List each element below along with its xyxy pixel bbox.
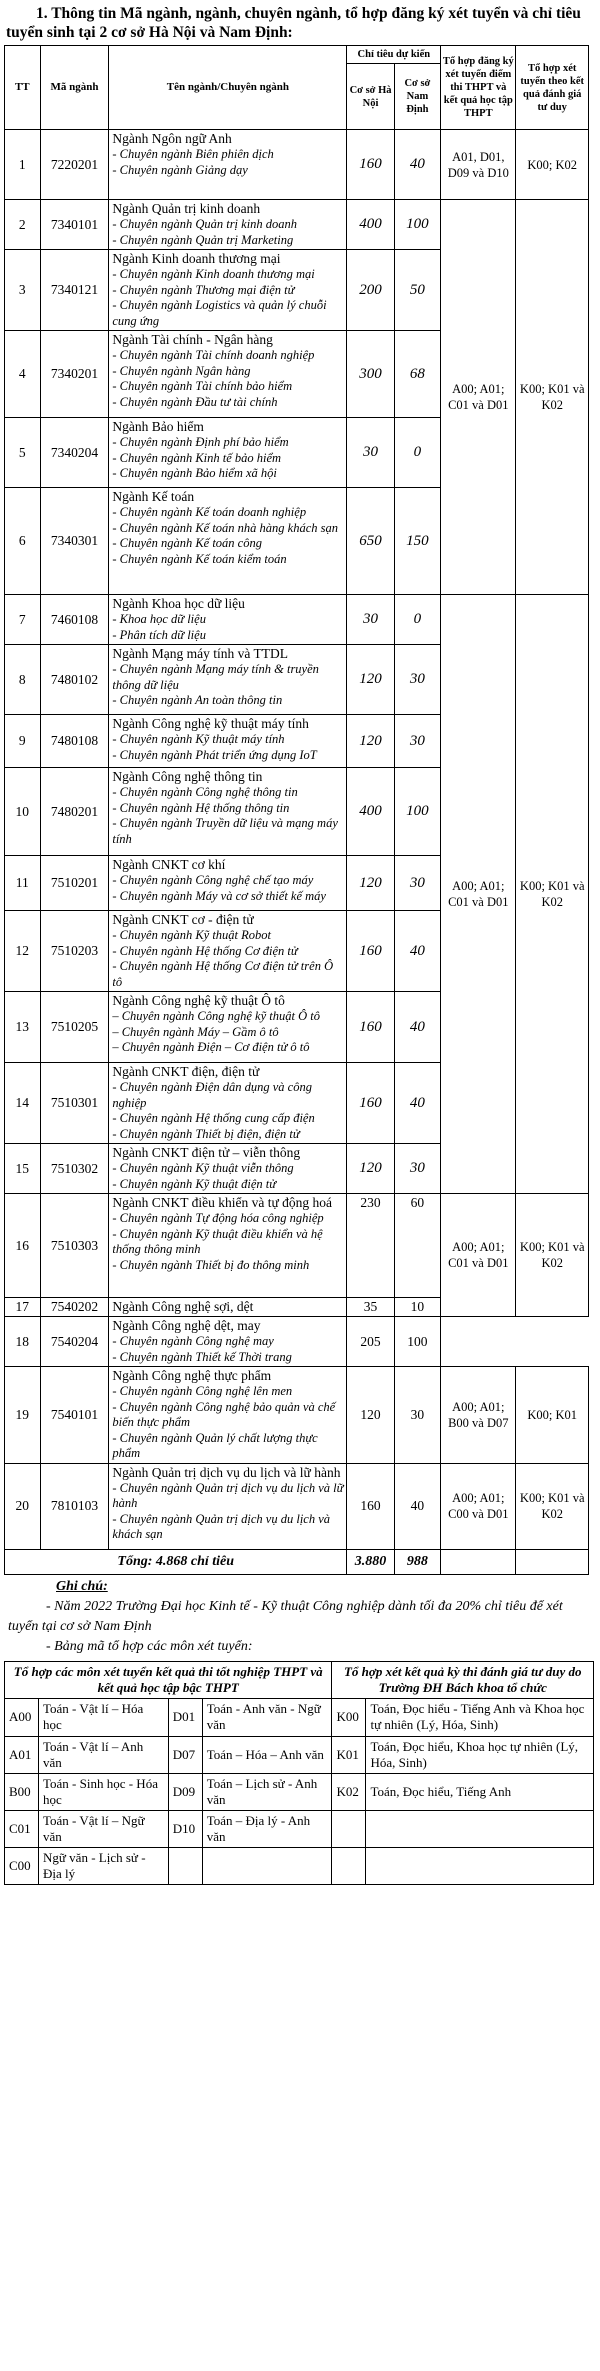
cell-quota-hanoi: 160 xyxy=(347,992,394,1063)
specialization-item: - Khoa học dữ liệu xyxy=(112,612,206,626)
combo-code: K01 xyxy=(332,1736,366,1773)
specialization-item: - Chuyên ngành Kỹ thuật Robot xyxy=(112,928,272,942)
combo-code: K00 xyxy=(332,1698,366,1736)
cell-tt: 17 xyxy=(5,1298,41,1317)
cell-tt: 20 xyxy=(5,1463,41,1549)
major-title: Ngành Bảo hiểm xyxy=(112,419,204,434)
specialization-item: - Chuyên ngành Công nghệ may xyxy=(112,1334,274,1348)
cell-code: 7540202 xyxy=(40,1298,109,1317)
cell-combo-dgtd: K00; K01 và K02 xyxy=(516,200,589,595)
cell-quota-namdinh: 100 xyxy=(394,768,441,856)
combo-subjects: Toán, Đọc hiểu - Tiếng Anh và Khoa học tự nhiên (Lý, Hóa, Sinh) xyxy=(366,1698,594,1736)
code-row xyxy=(5,1847,594,1884)
specialization-item: - Chuyên ngành Hệ thống Cơ điện tử xyxy=(112,943,298,958)
total-empty-cell xyxy=(441,1549,516,1574)
table-row xyxy=(5,1367,589,1464)
specialization-item: - Chuyên ngành Mạng máy tính & truyền thông dữ liệu xyxy=(112,662,319,692)
code-header-right: Tổ hợp xét kết quả kỳ thi đánh giá tư duy do Trường ĐH Bách khoa tổ chức xyxy=(332,1661,594,1698)
specialization-item: - Chuyên ngành Logistics và quản lý chuỗi cung ứng xyxy=(112,298,327,328)
specialization-item: - Phân tích dữ liệu xyxy=(112,627,206,642)
major-title: Ngành Công nghệ sợi, dệt xyxy=(112,1299,254,1314)
specialization-item: - Chuyên ngành Tài chính bảo hiểm xyxy=(112,379,293,393)
cell-combo-dgtd: K00; K02 xyxy=(516,130,589,200)
cell-tt: 18 xyxy=(5,1317,41,1367)
cell-major-name xyxy=(109,200,347,250)
cell-quota-namdinh: 30 xyxy=(394,1144,441,1194)
cell-tt: 13 xyxy=(5,992,41,1063)
cell-quota-hanoi: 120 xyxy=(347,856,394,911)
combo-subjects: Ngữ văn - Lịch sử - Địa lý xyxy=(38,1847,168,1884)
major-title: Ngành Công nghệ thực phẩm xyxy=(112,1368,272,1383)
combo-subjects: Toán, Đọc hiểu, Tiếng Anh xyxy=(366,1773,594,1810)
major-title: Ngành Mạng máy tính và TTDL xyxy=(112,646,288,661)
cell-tt: 3 xyxy=(5,250,41,331)
specialization-item: - Chuyên ngành Kinh tế bảo hiểm xyxy=(112,450,282,465)
major-title: Ngành Công nghệ kỹ thuật máy tính xyxy=(112,716,309,731)
cell-tt: 6 xyxy=(5,488,41,595)
cell-major-name xyxy=(109,911,347,992)
cell-major-name xyxy=(109,1063,347,1144)
specialization-item: - Chuyên ngành Định phí bảo hiểm xyxy=(112,435,289,449)
combo-code xyxy=(332,1847,366,1884)
cell-combo-thpt: A00; A01; C01 và D01 xyxy=(441,1194,516,1317)
specialization-item: - Chuyên ngành Quản trị kinh doanh xyxy=(112,217,298,231)
specialization-item: – Chuyên ngành Điện – Cơ điện tử ô tô xyxy=(112,1040,310,1054)
combo-code: D01 xyxy=(168,1698,202,1736)
cell-quota-hanoi: 160 xyxy=(347,911,394,992)
table-row xyxy=(5,1463,589,1549)
cell-code: 7340121 xyxy=(40,250,109,331)
cell-combo-thpt: A00; A01; C01 và D01 xyxy=(441,595,516,1194)
cell-quota-namdinh: 30 xyxy=(394,645,441,715)
cell-quota-hanoi: 300 xyxy=(347,331,394,418)
specialization-item: – Chuyên ngành Máy – Gầm ô tô xyxy=(112,1024,279,1039)
cell-quota-namdinh: 68 xyxy=(394,331,441,418)
combo-subjects xyxy=(202,1847,332,1884)
notes-section xyxy=(0,1575,600,1657)
cell-code: 7810103 xyxy=(40,1463,109,1549)
code-row xyxy=(5,1810,594,1847)
major-title: Ngành Kinh doanh thương mại xyxy=(112,251,281,266)
combo-code xyxy=(332,1810,366,1847)
table-row xyxy=(5,1194,589,1298)
cell-major-name xyxy=(109,250,347,331)
cell-code: 7340101 xyxy=(40,200,109,250)
major-title: Ngành Công nghệ dệt, may xyxy=(112,1318,261,1333)
specialization-item: - Chuyên ngành Kế toán nhà hàng khách sạn xyxy=(112,520,339,535)
combo-code: A00 xyxy=(5,1698,39,1736)
combo-subjects: Toán - Sinh học - Hóa học xyxy=(38,1773,168,1810)
table-row xyxy=(5,1317,589,1367)
cell-code: 7510205 xyxy=(40,992,109,1063)
cell-combo-dgtd: K00; K01 và K02 xyxy=(516,595,589,1194)
specialization-item: - Chuyên ngành Hệ thống cung cấp điện xyxy=(112,1111,315,1125)
cell-quota-hanoi: 400 xyxy=(347,768,394,856)
specialization-item: - Chuyên ngành Công nghệ chế tạo máy xyxy=(112,873,314,887)
cell-major-name xyxy=(109,418,347,488)
cell-quota-namdinh: 40 xyxy=(394,1463,441,1549)
code-header-left: Tổ hợp các môn xét tuyển kết quả thi tốt nghiệp THPT và kết quả học tập bậc THPT xyxy=(5,1661,332,1698)
cell-quota-namdinh: 10 xyxy=(394,1298,441,1317)
combo-subjects xyxy=(366,1810,594,1847)
specialization-item: - Chuyên ngành Quản trị dịch vụ du lịch và lữ hành xyxy=(112,1480,344,1510)
major-title: Ngành CNKT điện tử – viễn thông xyxy=(112,1145,301,1160)
cell-tt: 5 xyxy=(5,418,41,488)
cell-quota-hanoi: 160 xyxy=(347,130,394,200)
cell-quota-hanoi: 30 xyxy=(347,595,394,645)
cell-quota-namdinh: 100 xyxy=(394,200,441,250)
cell-tt: 15 xyxy=(5,1144,41,1194)
cell-quota-hanoi: 160 xyxy=(347,1063,394,1144)
cell-quota-namdinh: 30 xyxy=(394,856,441,911)
combo-subjects: Toán - Vật lí – Hóa học xyxy=(38,1698,168,1736)
cell-tt: 4 xyxy=(5,331,41,418)
specialization-item: - Chuyên ngành Thương mại điện tử xyxy=(112,282,295,297)
major-title: Ngành Công nghệ kỹ thuật Ô tô xyxy=(112,993,285,1008)
specialization-item: - Chuyên ngành Quản trị Marketing xyxy=(112,232,294,247)
specialization-item: - Chuyên ngành Đầu tư tài chính xyxy=(112,394,278,409)
cell-code: 7340201 xyxy=(40,331,109,418)
cell-quota-namdinh: 30 xyxy=(394,1367,441,1464)
cell-quota-hanoi: 120 xyxy=(347,1144,394,1194)
cell-quota-hanoi: 120 xyxy=(347,645,394,715)
combo-code: K02 xyxy=(332,1773,366,1810)
cell-quota-hanoi: 160 xyxy=(347,1463,394,1549)
cell-combo-dgtd: K00; K01 xyxy=(516,1367,589,1464)
cell-quota-hanoi: 205 xyxy=(347,1317,394,1367)
cell-tt: 1 xyxy=(5,130,41,200)
specialization-item: - Chuyên ngành Hệ thống Cơ điện tử trên Ô tô xyxy=(112,959,334,989)
cell-quota-hanoi: 650 xyxy=(347,488,394,595)
header-combo-thpt: Tổ hợp đăng ký xét tuyển điểm thi THPT và kết quả học tập THPT xyxy=(441,46,516,130)
combo-code: D10 xyxy=(168,1810,202,1847)
cell-tt: 11 xyxy=(5,856,41,911)
cell-major-name xyxy=(109,715,347,768)
table-row xyxy=(5,200,589,250)
header-combo-dgtd: Tổ hợp xét tuyển theo kết quả đánh giá tư duy xyxy=(516,46,589,130)
table-row xyxy=(5,595,589,645)
cell-tt: 16 xyxy=(5,1194,41,1298)
cell-code: 7220201 xyxy=(40,130,109,200)
specialization-item: - Chuyên ngành Ngân hàng xyxy=(112,363,251,378)
cell-tt: 10 xyxy=(5,768,41,856)
combo-code: C01 xyxy=(5,1810,39,1847)
header-hanoi: Cơ sở Hà Nội xyxy=(347,64,394,130)
specialization-item: - Chuyên ngành Giảng dạy xyxy=(112,162,248,177)
cell-quota-hanoi: 200 xyxy=(347,250,394,331)
cell-tt: 7 xyxy=(5,595,41,645)
combo-subjects: Toán – Hóa – Anh văn xyxy=(202,1736,332,1773)
cell-combo-dgtd: K00; K01 và K02 xyxy=(516,1194,589,1317)
cell-quota-namdinh: 40 xyxy=(394,992,441,1063)
cell-major-name xyxy=(109,1194,347,1298)
cell-quota-namdinh: 100 xyxy=(394,1317,441,1367)
cell-code: 7460108 xyxy=(40,595,109,645)
majors-table-body xyxy=(5,130,589,1575)
cell-quota-namdinh: 0 xyxy=(394,418,441,488)
combo-subjects xyxy=(366,1847,594,1884)
total-namdinh: 988 xyxy=(394,1549,441,1574)
code-table-body xyxy=(5,1698,594,1884)
major-title: Ngành Kế toán xyxy=(112,489,195,504)
notes-title: Ghi chú: xyxy=(56,1578,108,1594)
specialization-item: - Chuyên ngành Công nghệ thông tin xyxy=(112,785,298,799)
cell-quota-hanoi: 120 xyxy=(347,715,394,768)
major-title: Ngành Quản trị dịch vụ du lịch và lữ hành xyxy=(112,1464,341,1480)
major-title: Ngành CNKT điện, điện tử xyxy=(112,1064,260,1079)
header-quota: Chỉ tiêu dự kiến xyxy=(347,46,441,64)
cell-major-name xyxy=(109,488,347,595)
combo-subjects: Toán - Vật lí – Anh văn xyxy=(38,1736,168,1773)
major-title: Ngành Tài chính - Ngân hàng xyxy=(112,332,273,347)
note-line-1: - Năm 2022 Trường Đại học Kinh tế - Kỹ thuật Công nghiệp dành tối đa 20% chỉ tiêu để xét tuyển tại cơ sở Nam Định xyxy=(8,1598,563,1634)
cell-quota-hanoi: 30 xyxy=(347,418,394,488)
note-line-2: - Bảng mã tổ hợp các môn xét tuyển: xyxy=(46,1638,253,1654)
cell-major-name xyxy=(109,1367,347,1464)
specialization-item: - Chuyên ngành Máy và cơ sở thiết kế máy xyxy=(112,888,326,903)
major-title: Ngành Khoa học dữ liệu xyxy=(112,596,245,611)
cell-major-name xyxy=(109,768,347,856)
specialization-item: - Chuyên ngành Bảo hiểm xã hội xyxy=(112,466,277,480)
cell-quota-namdinh: 30 xyxy=(394,715,441,768)
specialization-item: - Chuyên ngành Thiết kế Thời trang xyxy=(112,1349,292,1364)
cell-quota-namdinh: 0 xyxy=(394,595,441,645)
code-row xyxy=(5,1698,594,1736)
cell-tt: 2 xyxy=(5,200,41,250)
cell-major-name xyxy=(109,1144,347,1194)
cell-quota-namdinh: 40 xyxy=(394,911,441,992)
combo-subjects: Toán - Anh văn - Ngữ văn xyxy=(202,1698,332,1736)
specialization-item: - Chuyên ngành Quản lý chất lượng thực phẩm xyxy=(112,1430,318,1460)
cell-combo-thpt: A00; A01; C00 và D01 xyxy=(441,1463,516,1549)
cell-quota-hanoi: 35 xyxy=(347,1298,394,1317)
major-title: Ngành CNKT cơ khí xyxy=(112,857,226,872)
specialization-item: - Chuyên ngành An toàn thông tin xyxy=(112,693,283,707)
total-label: Tổng: 4.868 chỉ tiêu xyxy=(5,1549,347,1574)
cell-code: 7510203 xyxy=(40,911,109,992)
specialization-item: - Chuyên ngành Kế toán công xyxy=(112,536,262,550)
specialization-item: - Chuyên ngành Kinh doanh thương mại xyxy=(112,267,315,281)
specialization-item: - Chuyên ngành Tự động hóa công nghiệp xyxy=(112,1211,324,1225)
cell-code: 7540204 xyxy=(40,1317,109,1367)
specialization-item: - Chuyên ngành Kỹ thuật điện tử xyxy=(112,1176,277,1191)
cell-code: 7510303 xyxy=(40,1194,109,1298)
combo-code: A01 xyxy=(5,1736,39,1773)
cell-code: 7480102 xyxy=(40,645,109,715)
specialization-item: - Chuyên ngành Thiết bị điện, điện tử xyxy=(112,1126,300,1141)
specialization-item: - Chuyên ngành Kế toán doanh nghiệp xyxy=(112,505,307,519)
cell-quota-namdinh: 50 xyxy=(394,250,441,331)
cell-quota-hanoi: 400 xyxy=(347,200,394,250)
cell-combo-thpt: A01, D01, D09 và D10 xyxy=(441,130,516,200)
major-title: Ngành Công nghệ thông tin xyxy=(112,769,263,784)
subject-code-table xyxy=(4,1661,594,1885)
cell-code: 7480201 xyxy=(40,768,109,856)
majors-table xyxy=(4,45,589,1575)
cell-combo-thpt: A00; A01; C01 và D01 xyxy=(441,200,516,595)
major-title: Ngành CNKT cơ - điện tử xyxy=(112,912,254,927)
combo-code: D07 xyxy=(168,1736,202,1773)
cell-combo-thpt: A00; A01; B00 và D07 xyxy=(441,1367,516,1464)
major-title: Ngành CNKT điều khiển và tự động hoá xyxy=(112,1195,333,1210)
cell-code: 7540101 xyxy=(40,1367,109,1464)
major-title: Ngành Quản trị kinh doanh xyxy=(112,201,261,216)
cell-major-name xyxy=(109,1463,347,1549)
combo-subjects: Toán - Vật lí – Ngữ văn xyxy=(38,1810,168,1847)
header-code: Mã ngành xyxy=(40,46,109,130)
header-namdinh: Cơ sở Nam Định xyxy=(394,64,441,130)
specialization-item: - Chuyên ngành Biên phiên dịch xyxy=(112,147,274,161)
specialization-item: - Chuyên ngành Công nghệ lên men xyxy=(112,1384,293,1398)
code-row xyxy=(5,1773,594,1810)
combo-subjects: Toán – Địa lý - Anh văn xyxy=(202,1810,332,1847)
cell-major-name xyxy=(109,1298,347,1317)
combo-subjects: Toán – Lịch sử - Anh văn xyxy=(202,1773,332,1810)
specialization-item: - Chuyên ngành Kỹ thuật điều khiển và hệ thống thông minh xyxy=(112,1226,323,1256)
table-row xyxy=(5,130,589,200)
cell-quota-hanoi: 120 xyxy=(347,1367,394,1464)
combo-code: B00 xyxy=(5,1773,39,1810)
code-row xyxy=(5,1736,594,1773)
specialization-item: - Chuyên ngành Điện dân dụng và công nghiệp xyxy=(112,1080,312,1110)
specialization-item: - Chuyên ngành Tài chính doanh nghiệp xyxy=(112,348,315,362)
cell-major-name xyxy=(109,331,347,418)
cell-code: 7340204 xyxy=(40,418,109,488)
cell-major-name xyxy=(109,645,347,715)
cell-major-name xyxy=(109,856,347,911)
cell-quota-namdinh: 40 xyxy=(394,1063,441,1144)
cell-combo-dgtd: K00; K01 và K02 xyxy=(516,1463,589,1549)
cell-major-name xyxy=(109,1317,347,1367)
total-empty-cell xyxy=(516,1549,589,1574)
specialization-item: - Chuyên ngành Kỹ thuật viễn thông xyxy=(112,1161,294,1175)
cell-major-name xyxy=(109,992,347,1063)
combo-code: D09 xyxy=(168,1773,202,1810)
cell-quota-hanoi: 230 xyxy=(347,1194,394,1298)
cell-code: 7510302 xyxy=(40,1144,109,1194)
cell-major-name xyxy=(109,130,347,200)
total-hanoi: 3.880 xyxy=(347,1549,394,1574)
combo-code: C00 xyxy=(5,1847,39,1884)
specialization-item: - Chuyên ngành Hệ thống thông tin xyxy=(112,800,290,815)
specialization-item: - Chuyên ngành Truyền dữ liệu và mạng máy tính xyxy=(112,816,338,846)
cell-tt: 8 xyxy=(5,645,41,715)
cell-major-name xyxy=(109,595,347,645)
specialization-item: - Chuyên ngành Phát triển ứng dụng IoT xyxy=(112,747,317,762)
combo-code xyxy=(168,1847,202,1884)
cell-quota-namdinh: 150 xyxy=(394,488,441,595)
cell-code: 7340301 xyxy=(40,488,109,595)
major-title: Ngành Ngôn ngữ Anh xyxy=(112,131,232,146)
cell-tt: 12 xyxy=(5,911,41,992)
cell-tt: 14 xyxy=(5,1063,41,1144)
section-heading: 1. Thông tin Mã ngành, ngành, chuyên ngành, tổ hợp đăng ký xét tuyển và chỉ tiêu tuyển sinh tại 2 cơ sở Hà Nội và Nam Định: xyxy=(6,5,581,41)
specialization-item: – Chuyên ngành Công nghệ kỹ thuật Ô tô xyxy=(112,1009,320,1023)
header-name: Tên ngành/Chuyên ngành xyxy=(109,46,347,130)
specialization-item: - Chuyên ngành Kỹ thuật máy tính xyxy=(112,732,285,746)
specialization-item: - Chuyên ngành Kế toán kiểm toán xyxy=(112,551,287,566)
cell-tt: 19 xyxy=(5,1367,41,1464)
cell-code: 7480108 xyxy=(40,715,109,768)
cell-quota-namdinh: 40 xyxy=(394,130,441,200)
specialization-item: - Chuyên ngành Quản trị dịch vụ du lịch và khách sạn xyxy=(112,1511,331,1541)
cell-code: 7510201 xyxy=(40,856,109,911)
combo-subjects: Toán, Đọc hiểu, Khoa học tự nhiên (Lý, Hóa, Sinh) xyxy=(366,1736,594,1773)
cell-quota-namdinh: 60 xyxy=(394,1194,441,1298)
cell-tt: 9 xyxy=(5,715,41,768)
specialization-item: - Chuyên ngành Công nghệ bảo quản và chế biến thực phẩm xyxy=(112,1399,336,1429)
header-tt: TT xyxy=(5,46,41,130)
total-row xyxy=(5,1549,589,1574)
cell-code: 7510301 xyxy=(40,1063,109,1144)
specialization-item: - Chuyên ngành Thiết bị đo thông minh xyxy=(112,1257,310,1272)
